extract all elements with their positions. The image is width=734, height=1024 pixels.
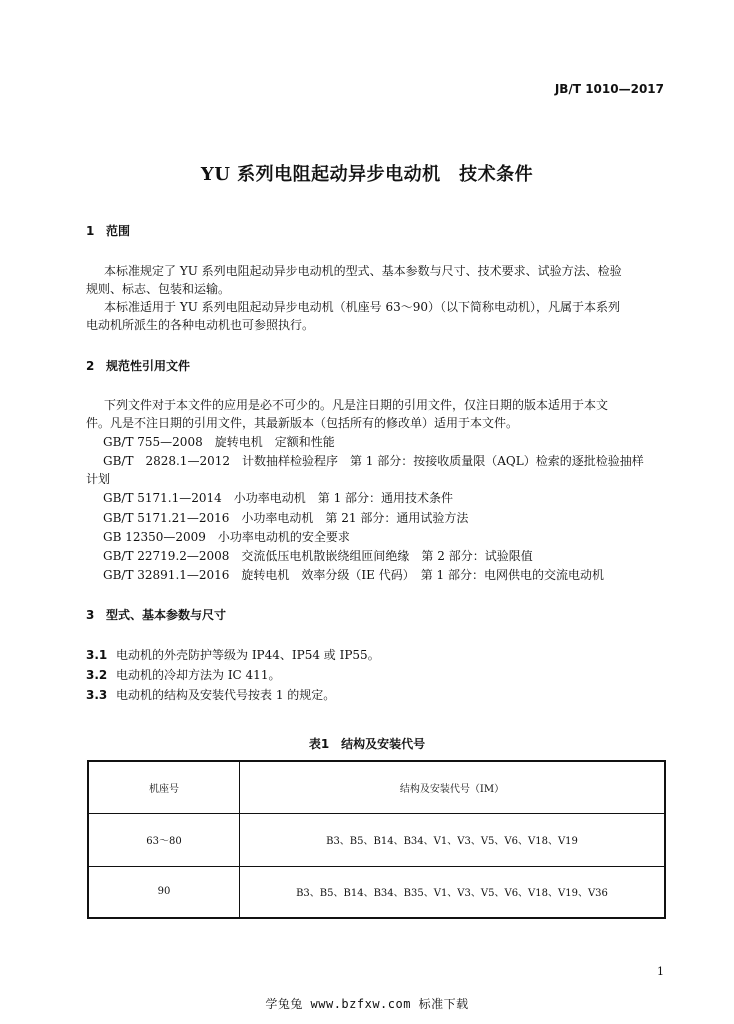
clause-3-3 [86, 686, 335, 703]
clause-3-2 [86, 666, 280, 683]
section-title: 范围 [106, 224, 131, 238]
frame-size-cell: 63～80 [88, 813, 240, 866]
page-number: 1 [657, 965, 664, 978]
paragraph-line: 件。凡是不注日期的引用文件，其最新版本（包括所有的修改单）适用于本文件。 [86, 416, 519, 430]
clause-text: 电动机的外壳防护等级为 IP44、IP54 或 IP55。 [116, 648, 380, 662]
clause-number: 3.2 [86, 668, 108, 682]
column-header: 机座号 [88, 761, 240, 813]
paragraph-line: 本标准规定了 YU 系列电阻起动异步电动机的型式、基本参数与尺寸、技术要求、试验方法、检验 [104, 264, 622, 278]
clause-text: 电动机的冷却方法为 IC 411。 [116, 668, 281, 682]
reference-item: 计划 [86, 472, 111, 486]
section-3-heading [86, 606, 226, 623]
reference-item: GB/T 32891.1—2016 旋转电机 效率分级（IE 代码） 第 1 部分：电网供电的交流电动机 [103, 568, 605, 582]
standard-code: JB/T 1010—2017 [554, 82, 664, 96]
clause-number: 3.3 [86, 688, 108, 702]
footer-watermark: 学兔兔 www.bzfxw.com 标准下载 [265, 997, 469, 1011]
section-2-heading [86, 357, 190, 374]
section-title: 型式、基本参数与尺寸 [106, 608, 227, 622]
table-header-row [88, 761, 665, 813]
structure-installation-table [87, 760, 666, 919]
section-1-heading [86, 222, 130, 239]
im-code-cell: B3、B5、B14、B34、B35、V1、V3、V5、V6、V18、V19、V36 [240, 866, 666, 918]
table-row [88, 866, 665, 918]
column-header: 结构及安装代号（IM） [240, 761, 666, 813]
section-title: 规范性引用文件 [106, 359, 191, 373]
paragraph-line: 本标准适用于 YU 系列电阻起动异步电动机（机座号 63～90）（以下简称电动机），凡属于本系列 [104, 300, 621, 314]
reference-item: GB/T 755—2008 旋转电机 定额和性能 [103, 435, 335, 449]
paragraph-line: 下列文件对于本文件的应用是必不可少的。凡是注日期的引用文件，仅注日期的版本适用于本文 [104, 398, 609, 412]
reference-item: GB/T 22719.2—2008 交流低压电机散嵌绕组匝间绝缘 第 2 部分：试验限值 [103, 549, 533, 563]
reference-item: GB/T 2828.1—2012 计数抽样检验程序 第 1 部分：按接收质量限（AQL）检索的逐批检验抽样 [103, 454, 644, 468]
table-title: 表1 结构及安装代号 [308, 737, 426, 751]
frame-size-cell: 90 [88, 866, 240, 918]
section-number: 3 [86, 608, 95, 622]
table-row [88, 813, 665, 866]
section-number: 2 [86, 359, 95, 373]
im-code-cell: B3、B5、B14、B34、V1、V3、V5、V6、V18、V19 [240, 813, 666, 866]
reference-item: GB/T 5171.21—2016 小功率电动机 第 21 部分：通用试验方法 [103, 511, 469, 525]
reference-item: GB/T 5171.1—2014 小功率电动机 第 1 部分：通用技术条件 [103, 491, 454, 505]
reference-item: GB 12350—2009 小功率电动机的安全要求 [103, 530, 350, 544]
document-title: YU 系列电阻起动异步电动机 技术条件 [200, 164, 534, 185]
clause-text: 电动机的结构及安装代号按表 1 的规定。 [116, 688, 336, 702]
clause-number: 3.1 [86, 648, 108, 662]
clause-3-1 [86, 646, 380, 663]
paragraph-line: 电动机所派生的各种电动机也可参照执行。 [86, 318, 315, 332]
paragraph-line: 规则、标志、包装和运输。 [86, 282, 231, 296]
section-number: 1 [86, 224, 95, 238]
